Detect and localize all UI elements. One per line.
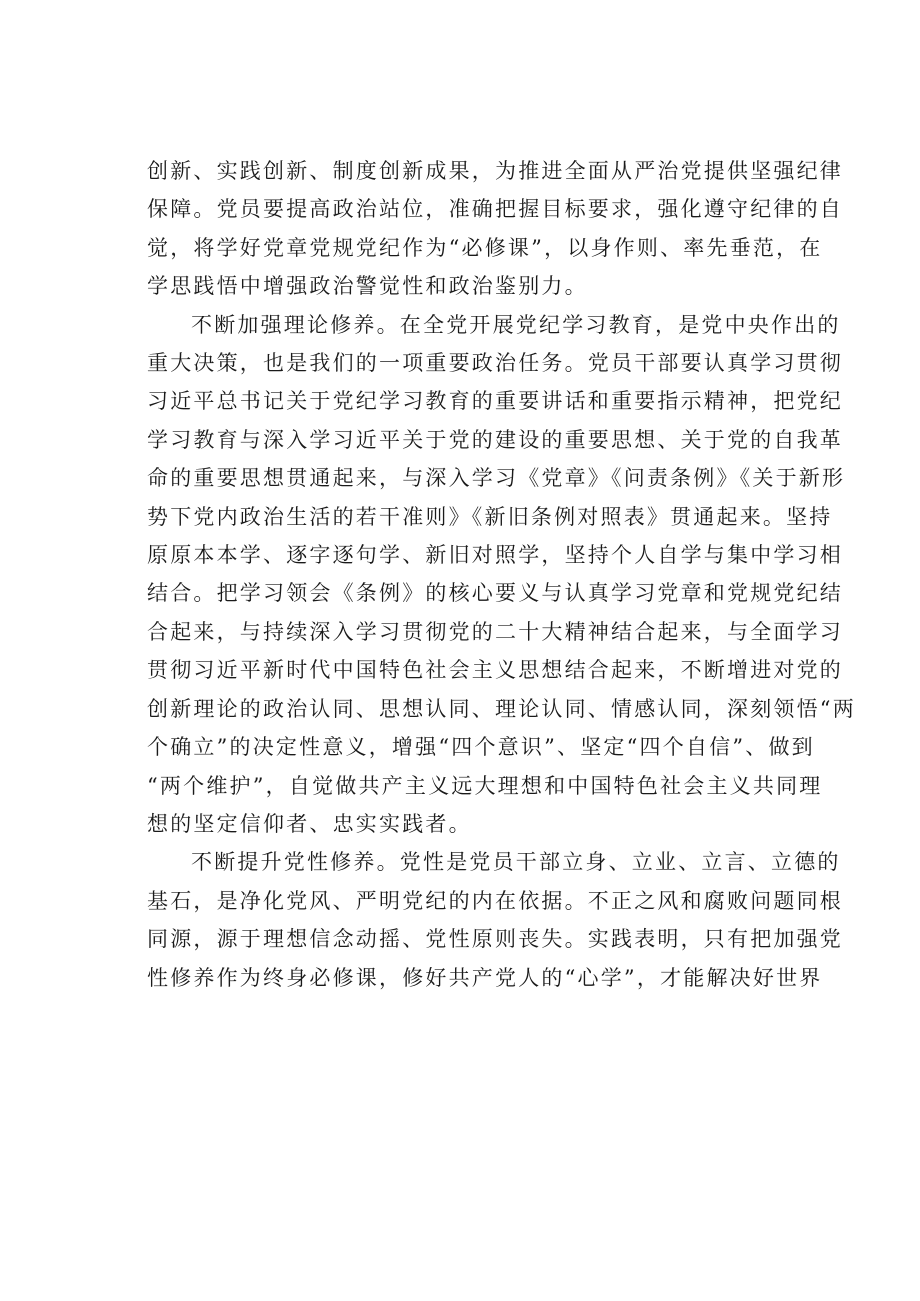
paragraph-line: 个确立”的决定性意义，增强“四个意识”、坚定“四个自信”、做到 xyxy=(147,735,815,760)
paragraph-line: 不断提升党性修养。党性是党员干部立身、立业、立言、立德的 xyxy=(191,850,841,875)
document-body xyxy=(147,152,856,997)
paragraph-line: 想的坚定信仰者、忠实实践者。 xyxy=(147,811,472,836)
paragraph-line: 重大决策，也是我们的一项重要政治任务。党员干部要认真学习贯彻 xyxy=(147,351,843,376)
paragraph-line: 基石，是净化党风、严明党纪的内在依据。不正之风和腐败问题同根 xyxy=(147,888,843,913)
paragraph-line: 觉，将学好党章党规党纪作为“必修课”，以身作则、率先垂范，在 xyxy=(147,235,823,260)
paragraph-line: 贯彻习近平新时代中国特色社会主义思想结合起来，不断增进对党的 xyxy=(147,658,843,683)
paragraph-2 xyxy=(147,306,856,844)
paragraph-line: 习近平总书记关于党纪学习教育的重要讲话和重要指示精神，把党纪 xyxy=(147,389,843,414)
paragraph-line: 原原本本学、逐字逐句学、新旧对照学，坚持个人自学与集中学习相 xyxy=(147,543,843,568)
paragraph-line: 不断加强理论修养。在全党开展党纪学习教育，是党中央作出的 xyxy=(191,312,841,337)
paragraph-line: 势下党内政治生活的若干准则》《新旧条例对照表》贯通起来。坚持 xyxy=(147,504,833,529)
paragraph-line: 创新理论的政治认同、思想认同、理论认同、情感认同，深刻领悟“两 xyxy=(147,696,856,721)
paragraph-3 xyxy=(147,843,843,997)
paragraph-1 xyxy=(147,152,843,306)
paragraph-line: 创新、实践创新、制度创新成果，为推进全面从严治党提供坚强纪律 xyxy=(147,159,843,183)
paragraph-line: 同源，源于理想信念动摇、党性原则丧失。实践表明，只有把加强党 xyxy=(147,927,843,952)
paragraph-line: 学习教育与深入学习近平关于党的建设的重要思想、关于党的自我革 xyxy=(147,427,843,452)
paragraph-line: 合起来，与持续深入学习贯彻党的二十大精神结合起来，与全面学习 xyxy=(147,619,843,644)
paragraph-line: “两个维护”，自觉做共产主义远大理想和中国特色社会主义共同理 xyxy=(147,773,823,798)
paragraph-line: 命的重要思想贯通起来，与深入学习《党章》《问责条例》《关于新形 xyxy=(147,466,846,491)
paragraph-line: 学思践悟中增强政治警觉性和政治鉴别力。 xyxy=(147,274,588,299)
paragraph-line: 性修养作为终身必修课，修好共产党人的“心学”，才能解决好世界 xyxy=(147,965,823,990)
paragraph-line: 保障。党员要提高政治站位，准确把握目标要求，强化遵守纪律的自 xyxy=(147,197,843,222)
paragraph-line: 结合。把学习领会《条例》的核心要义与认真学习党章和党规党纪结 xyxy=(147,581,843,606)
